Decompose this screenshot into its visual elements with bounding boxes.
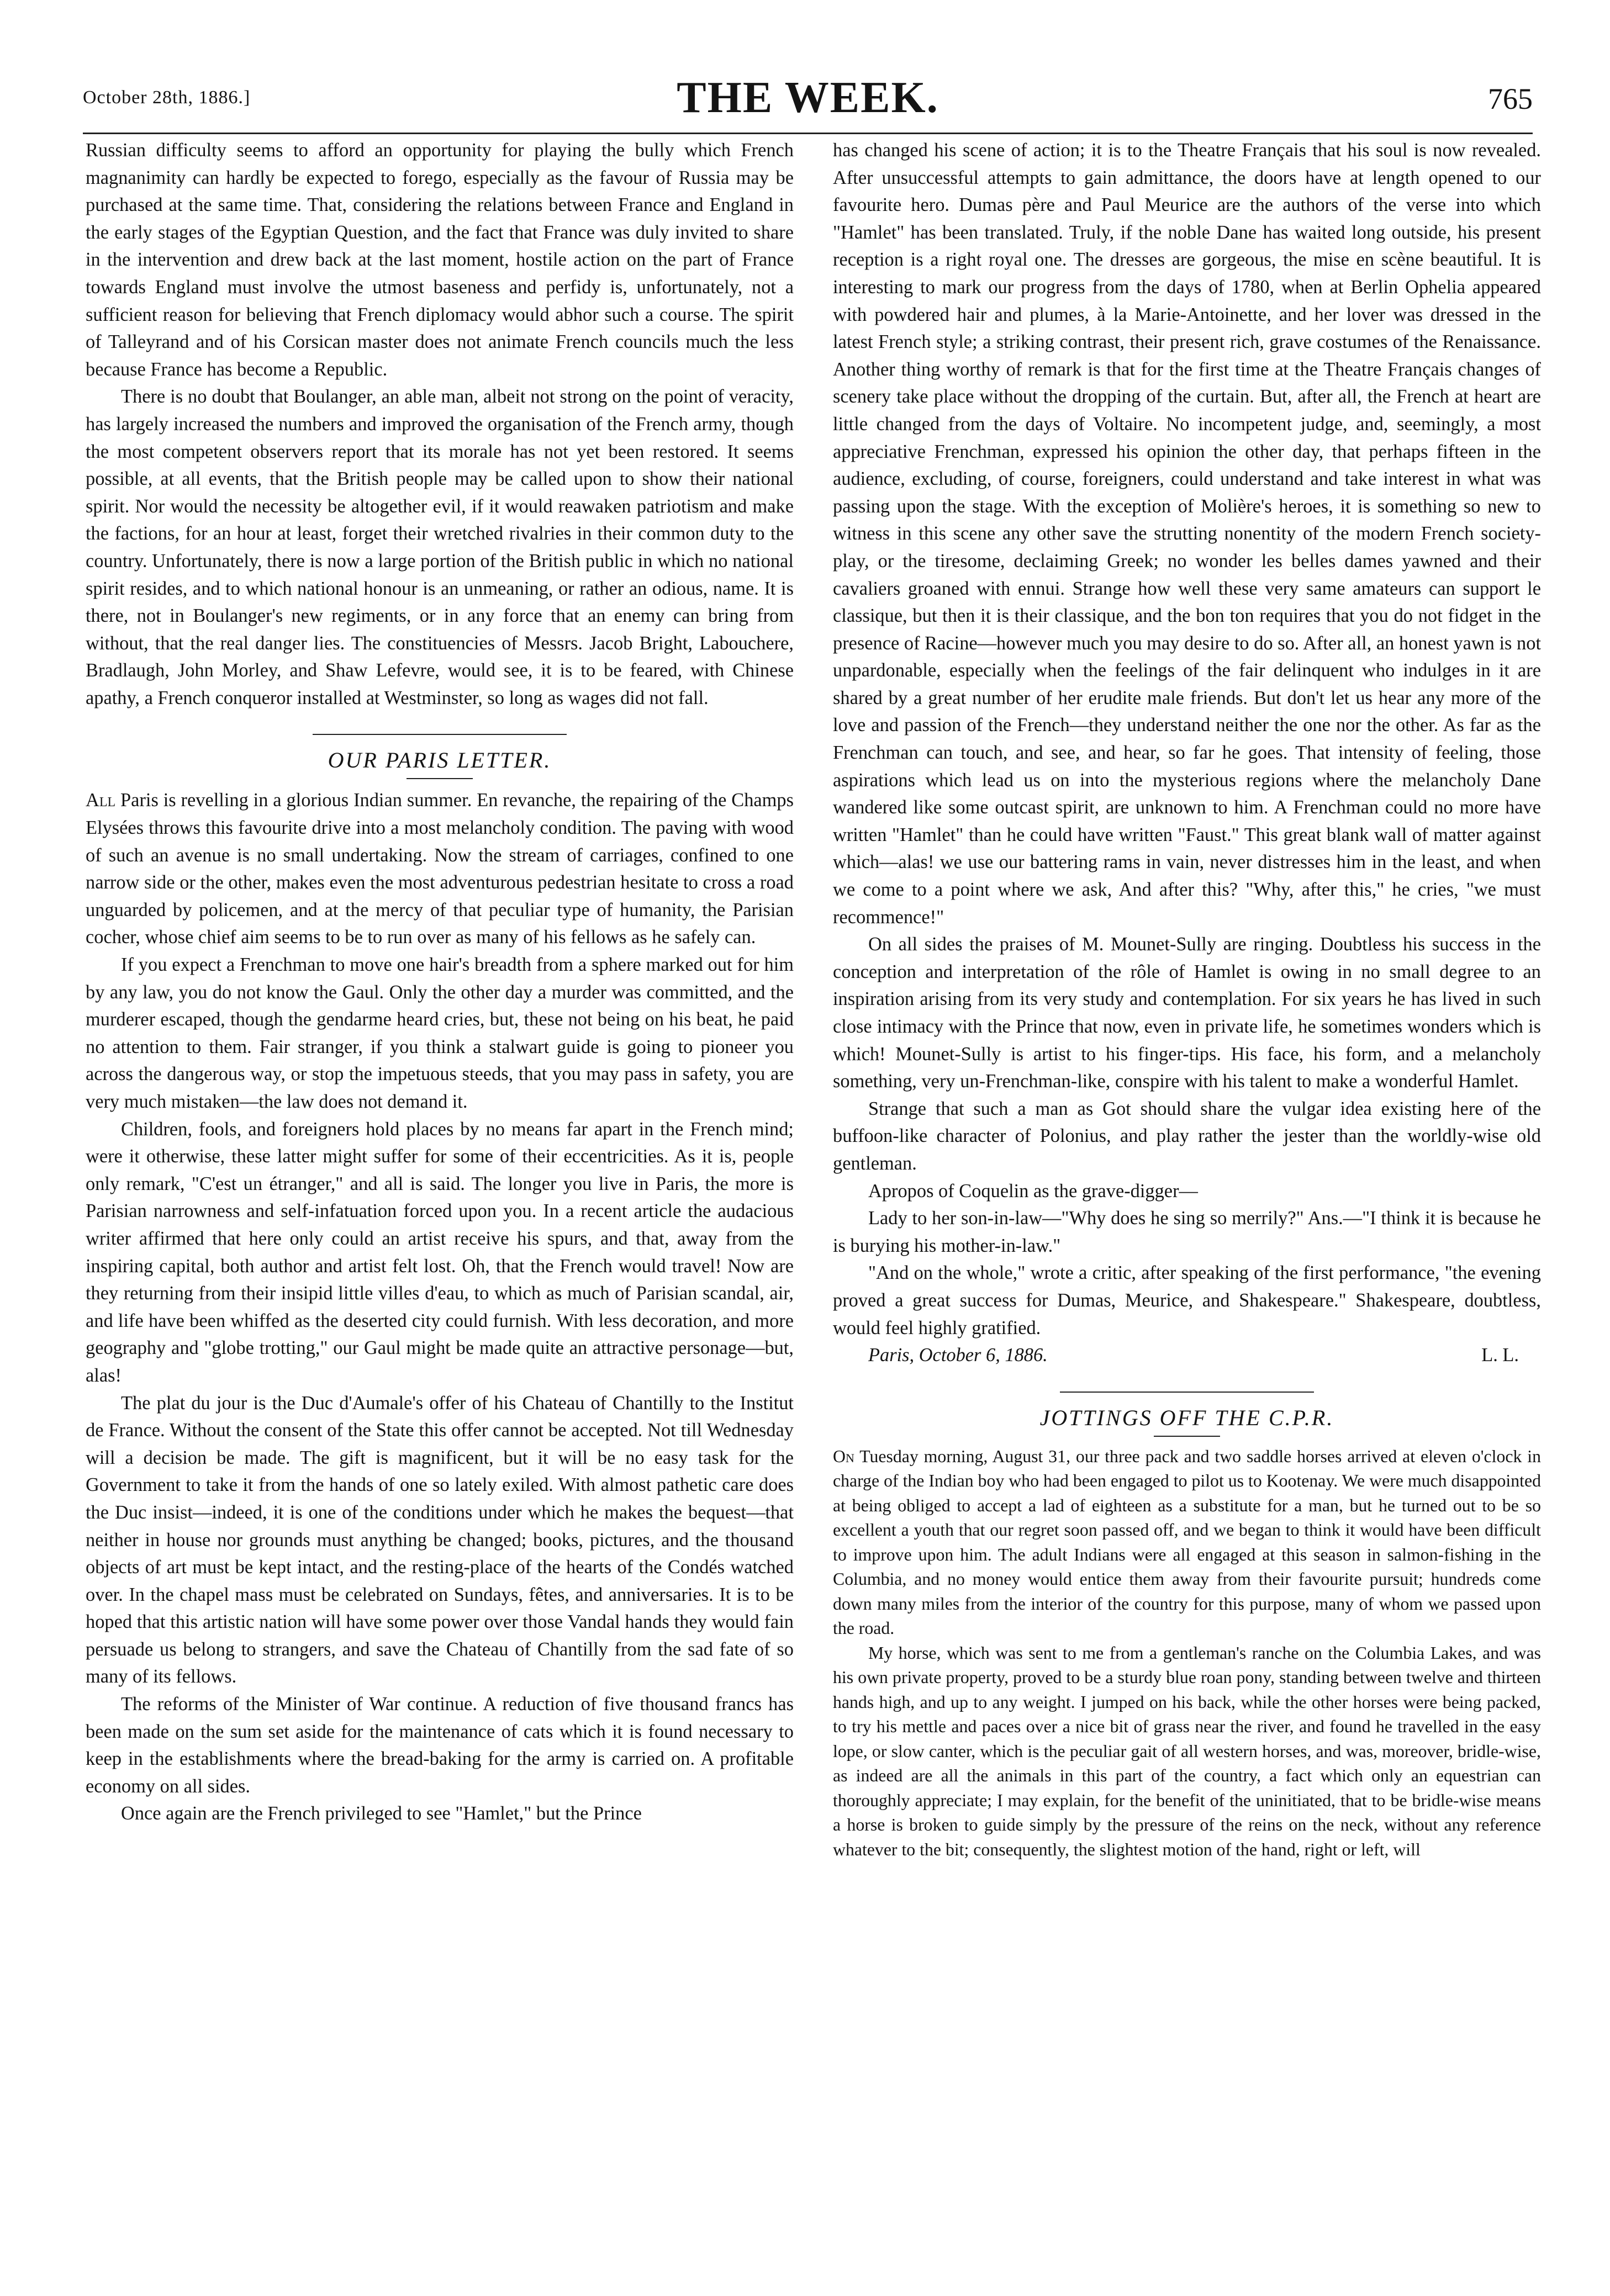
- article-paragraph: The reforms of the Minister of War continue. A reduction of five thousand francs has been made on the sum set aside for the maintenance of cats which it is found necessary to keep in the establishments where the bread-baking for the army is carried on. A profitable economy on all sides.: [86, 1694, 794, 1797]
- lead-caps: On: [833, 1446, 854, 1466]
- article-paragraph: My horse, which was sent to me from a gentleman's ranche on the Columbia Lakes, and was his own private property, proved to be a sturdy blue roan pony, standing between twelve and thirteen hands high, and up to any weight. I jumped on his back, while the other horses were being packed, to try his mettle and paces over a nice bit of grass near the river, and found he travelled in the easy lope, or slow canter, which is the peculiar gait of all western horses, and was, moreover, bridle-wise, as indeed are all the animals in this part of the country, a fact which only an equestrian can thoroughly appreciate; I may explain, for the benefit of the uninitiated, that to be bridle-wise means a horse is broken to guide simply by the pressure of the reins on the neck, without any reference whatever to the bit; consequently, the slightest motion of the hand, right or left, will: [833, 1643, 1541, 1859]
- article-paragraph: Russian difficulty seems to afford an opportunity for playing the bully which French magnanimity can hardly be expected to forego, especially as the favour of Russia may be purchased at the same time. That, considering the relations between France and England in the early stages of the Egyptian Question, and the fact that France was duly invited to share in the intervention and drew back at the last moment, hostile action on the part of France towards England must involve the utmost baseness and perfidy is, unfortunately, not a sufficient reason for believing that French diplomacy would abhor such a course. The spirit of Talleyrand and of his Corsican master does not animate French councils much the less because France has become a Republic.: [86, 140, 794, 380]
- paragraph-text: Paris is revelling in a glorious Indian summer. En revanche, the repairing of the Champs Elysées throws this favourite drive into a most melancholy condition. The paving with wood of such an avenue is no small undertaking. Now the stream of carriages, confined to one narrow side or the other, makes even the most adventurous pedestrian hesitate to cross a road unguarded by policemen, and at the mercy of that peculiar type of humanity, the Parisian cocher, whose chief aim seems to be to run over as many of his fellows as he safely can.: [86, 790, 794, 948]
- title-underline: [1154, 1436, 1220, 1437]
- section-title-paris-letter: OUR PARIS LETTER.: [328, 748, 552, 773]
- article-paragraph: Lady to her son-in-law—"Why does he sing so merrily?" Ans.—"I think it is because he is burying his mother-in-law.": [833, 1208, 1541, 1256]
- lead-caps: All: [86, 790, 116, 811]
- article-paragraph: Apropos of Coquelin as the grave-digger—: [868, 1180, 1198, 1202]
- signature-initials: L. L.: [1481, 1345, 1519, 1366]
- section-divider: [313, 734, 567, 735]
- paragraph-text: Tuesday morning, August 31, our three pack and two saddle horses arrived at eleven o'clock in charge of the Indian boy who had been engaged to pilot us to Kootenay. We were much disappointed at being obliged to accept a lad of eighteen as a substitute for a man, but he turned out to be so excellent a youth that our regret soon passed off, and we began to think it would have been difficult to improve upon him. The adult Indians were all engaged at this season in salmon-fishing in the Columbia, and no money would entice them away from their favourite pursuit; hundreds come down many miles from the interior of the country for this purpose, many of whom we passed upon the road.: [833, 1446, 1541, 1638]
- article-paragraph: [86, 787, 794, 951]
- article-paragraph: [833, 1445, 1541, 1641]
- title-underline: [407, 778, 473, 779]
- article-paragraph: There is no doubt that Boulanger, an able man, albeit not strong on the point of veracity, has largely increased the numbers and improved the organisation of the French army, though the most competent observers report that its morale has not yet been restored. It seems possible, at all events, that the British people may be called upon to show their national spirit. Nor would the necessity be altogether evil, if it would reawaken patriotism and make the factions, for an hour at least, forget their wretched rivalries in their common duty to the country. Unfortunately, there is now a large portion of the British public in which no national spirit resides, and to which national honour is an unmeaning, or rather an odious, name. It is there, not in Boulanger's new regiments, or in any force that an enemy can bring from without, that the real danger lies. The constituencies of Messrs. Jacob Bright, Labouchere, Bradlaugh, John Morley, and Shaw Lefevre, would see, it is to be feared, with Chinese apathy, a French conqueror installed at Westminster, so long as wages did not fall.: [86, 386, 794, 708]
- article-paragraph: has changed his scene of action; it is to the Theatre Français that his soul is now revealed. After unsuccessful attempts to gain admittance, the doors have at length opened to our favourite hero. Dumas père and Paul Meurice are the authors of the verse into which "Hamlet" has been translated. Truly, if the noble Dane has waited long outside, his present reception is a right royal one. The dresses are gorgeous, the mise en scène beautiful. It is interesting to mark our progress from the days of 1780, when at Berlin Ophelia appeared with powdered hair and plumes, à la Marie-Antoinette, and her lover was dressed in the latest French style; a striking contrast, their present rich, grave costumes of the Renaissance. Another thing worthy of remark is that for the first time at the Theatre Français changes of scenery take place without the dropping of the curtain. But, after all, the French at heart are little changed from the days of Voltaire. No incompetent judge, and, seemingly, a most appreciative Frenchman, expressed his opinion the other day, that perhaps fifteen in the audience, excluding, of course, foreigners, could understand and take interest in what was passing upon the stage. With the exception of Molière's heroes, it is something so new to witness in this scene any other save the strutting nonentity of the modern French society-play, or the tiresome, declaiming Greek; no wonder les belles dames yawned and their cavaliers groaned with ennui. Strange how well these very same amateurs can support le classique, but then it is their classique, and the bon ton requires that you do not fidget in the presence of Racine—however much you may desire to do so. After all, an honest yawn is not unpardonable, especially when the feelings of the fair delinquent who indulges in it are shared by a great number of her erudite male friends. But don't let us hear any more of the love and passion of the French—they understand neither the one nor the other. As far as the Frenchman can touch, and see, and hear, so far he goes. That intensity of feeling, those aspirations which lead us on into the mysterious regions where the melancholy Dane wandered like some outcast spirit, are unknown to him. A Frenchman could no more have written "Hamlet" than he could have written "Faust." This great blank wall of matter against which—alas! we use our battering rams in vain, never distresses him in the least, and when we come to a point where we ask, And after this? "Why, after this," he cries, "we must recommence!": [833, 140, 1541, 928]
- article-paragraph: Strange that such a man as Got should share the vulgar idea existing here of the buffoon-like character of Polonius, and play rather the jester than the worldly-wise old gentleman.: [833, 1098, 1541, 1174]
- masthead-title: THE WEEK.: [677, 73, 939, 122]
- article-paragraph: "And on the whole," wrote a critic, after speaking of the first performance, "the evening proved a great success for Dumas, Meurice, and Shakespeare." Shakespeare, doubtless, would feel highly gratified.: [833, 1262, 1541, 1339]
- section-title-jottings: JOTTINGS OFF THE C.P.R.: [1039, 1405, 1334, 1430]
- article-paragraph: Once again are the French privileged to see "Hamlet," but the Prince: [121, 1803, 642, 1824]
- signature-place-date: Paris, October 6, 1886.: [868, 1345, 1048, 1366]
- article-paragraph: On all sides the praises of M. Mounet-Sully are ringing. Doubtless his success in the conception and interpretation of the rôle of Hamlet is owing in no small degree to an inspiration arising from its very study and contemplation. For six years he has lived in such close intimacy with the Prince that now, even in private life, he sometimes wonders which is which! Mounet-Sully is artist to his finger-tips. His face, his form, and a melancholy something, very un-Frenchman-like, conspire with his talent to make a wonderful Hamlet.: [833, 934, 1541, 1092]
- section-divider: [1060, 1392, 1314, 1393]
- article-paragraph: Children, fools, and foreigners hold places by no means far apart in the French mind; were it otherwise, these latter might suffer for some of their eccentricities. As it is, people only remark, "C'est un étranger," and all is said. The longer you live in Paris, the more is Parisian narrowness and self-infatuation forced upon you. In a recent article the audacious writer affirmed that here only could an artist receive his spurs, and that, away from the inspiring capital, both author and artist felt lost. Oh, that the French would travel! Now are they returning from their insipid little villes d'eau, to which as much of Parisian scandal, air, and life have been whiffed as the deserted city could furnish. With less decoration, and more geography and "globe trotting," our Gaul might be made quite an attractive personage—but, alas!: [86, 1118, 794, 1386]
- article-paragraph: If you expect a Frenchman to move one hair's breadth from a sphere marked out for him by any law, you do not know the Gaul. Only the other day a murder was committed, and the murderer escaped, though the gendarme heard cries, but, these not being on his beat, he paid no attention to them. Fair stranger, if you think a stalwart guide is going to pioneer you across the dangerous way, or stop the impetuous steeds, that you may pass in safety, you are very much mistaken—the law does not demand it.: [86, 954, 794, 1112]
- page-number: 765: [1488, 82, 1533, 115]
- page-header: [83, 61, 1533, 133]
- header-rule: [83, 133, 1533, 134]
- issue-date: October 28th, 1886.]: [83, 87, 251, 108]
- right-column: [833, 137, 1541, 1862]
- article-paragraph: The plat du jour is the Duc d'Aumale's offer of his Chateau of Chantilly to the Institut de France. Without the consent of the State this offer cannot be accepted. Not till Wednesday will a decision be made. The gift is magnificent, but it will be no easy task for the Government to take it from the hands of one so lately exiled. With almost pathetic care does the Duc insist—indeed, it is one of the conditions under which he makes the bequest—that neither in house nor grounds must anything be changed; books, pictures, and the thousand objects of art must be kept intact, and the resting-place of the hearts of the Condés watched over. In the chapel mass must be celebrated on Sundays, fêtes, and anniversaries. It is to be hoped that this artistic nation will have some power over those Vandal hands they would fain persuade us belong to strangers, and save the Chateau of Chantilly from the sad fate of so many of its fellows.: [86, 1392, 794, 1687]
- letter-signature: [833, 1342, 1541, 1369]
- left-column: [86, 137, 794, 1828]
